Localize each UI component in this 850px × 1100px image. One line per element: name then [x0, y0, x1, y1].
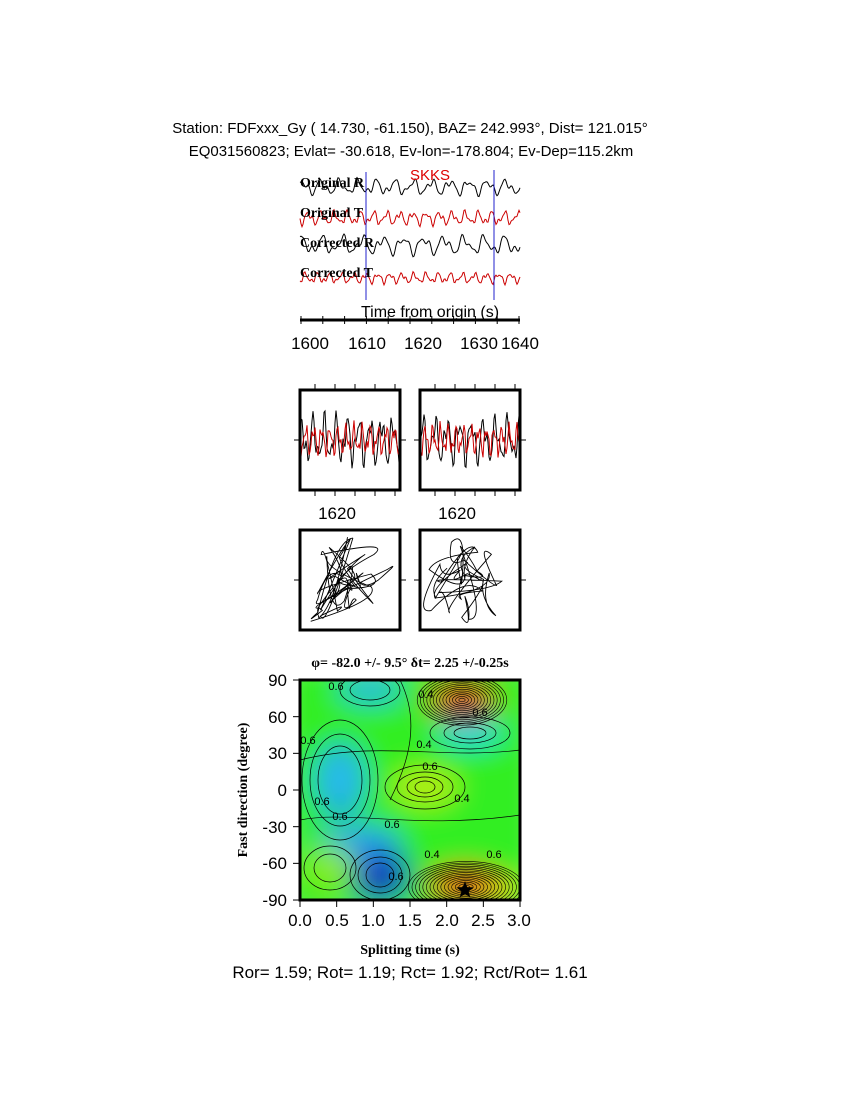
box-tick-left: 1620	[318, 504, 356, 523]
box-ticks	[294, 384, 526, 580]
ytick-0: 0	[277, 781, 287, 800]
waveform-box-original	[300, 390, 400, 490]
xtick-5: 2.5	[471, 911, 495, 930]
phase-label: SKKS	[409, 167, 451, 184]
particle-motion-original	[300, 530, 400, 630]
xtick-6: 3.0	[507, 911, 531, 930]
contour-label: 0.6	[472, 707, 488, 719]
overlay-radial-original	[300, 411, 400, 469]
time-tick-1620: 1620	[404, 334, 442, 353]
contour-label: 0.4	[418, 689, 434, 701]
xtick-2: 1.0	[361, 911, 385, 930]
trace-panel	[291, 167, 539, 353]
time-tick-1610: 1610	[348, 334, 386, 353]
particle-motion-corrected	[420, 530, 520, 630]
contour-label: 0.4	[416, 739, 432, 751]
box-tick-right: 1620	[438, 504, 476, 523]
xtick-0: 0.0	[288, 911, 312, 930]
contour-label: 0.6	[332, 811, 348, 823]
ytick-neg60: -60	[262, 854, 287, 873]
contour-label: 0.6	[314, 796, 330, 808]
particle-motion-path-corrected	[424, 539, 502, 623]
contour-label: 0.6	[300, 735, 316, 747]
contour-label: 0.6	[486, 849, 502, 861]
contour-label: 0.6	[388, 871, 404, 883]
chart-title: φ= -82.0 +/- 9.5° δt= 2.25 +/-0.25s	[311, 656, 509, 671]
contour-label: 0.4	[424, 849, 440, 861]
time-tick-1600: 1600	[291, 334, 329, 353]
ytick-30: 30	[268, 744, 287, 763]
time-axis-title: Time from origin (s)	[360, 304, 500, 321]
x-axis-label: Splitting time (s)	[360, 943, 460, 958]
ytick-neg30: -30	[262, 818, 287, 837]
trace-label-corrected-t: Corrected T	[300, 266, 373, 281]
trace-label-original-r: Original R	[300, 176, 365, 191]
ytick-neg90: -90	[262, 891, 287, 910]
particle-motion-path-original	[311, 537, 393, 621]
waveform-box-corrected	[420, 390, 520, 490]
ytick-90: 90	[268, 671, 287, 690]
xtick-1: 0.5	[325, 911, 349, 930]
trace-label-original-t: Original T	[300, 206, 364, 221]
event-info: EQ031560823; Evlat= -30.618, Ev-lon=-178.804; Ev-Dep=115.2km	[188, 143, 634, 160]
contour-label: 0.6	[384, 819, 400, 831]
rotation-stats: Ror= 1.59; Rot= 1.19; Rct= 1.92; Rct/Rot= 1.61	[232, 963, 588, 982]
time-tick-1630: 1630	[460, 334, 498, 353]
contour-label: 0.4	[454, 793, 470, 805]
contour-label: 0.6	[422, 761, 438, 773]
xtick-3: 1.5	[398, 911, 422, 930]
time-tick-1640: 1640	[501, 334, 539, 353]
station-info: Station: FDFxxx_Gy ( 14.730, -61.150), BAZ= 242.993°, Dist= 121.015°	[172, 120, 648, 137]
y-axis-label: Fast direction (degree)	[236, 722, 251, 858]
xtick-4: 2.0	[435, 911, 459, 930]
ytick-60: 60	[268, 708, 287, 727]
trace-label-corrected-r: Corrected R	[300, 236, 374, 251]
contour-label: 0.6	[328, 681, 344, 693]
